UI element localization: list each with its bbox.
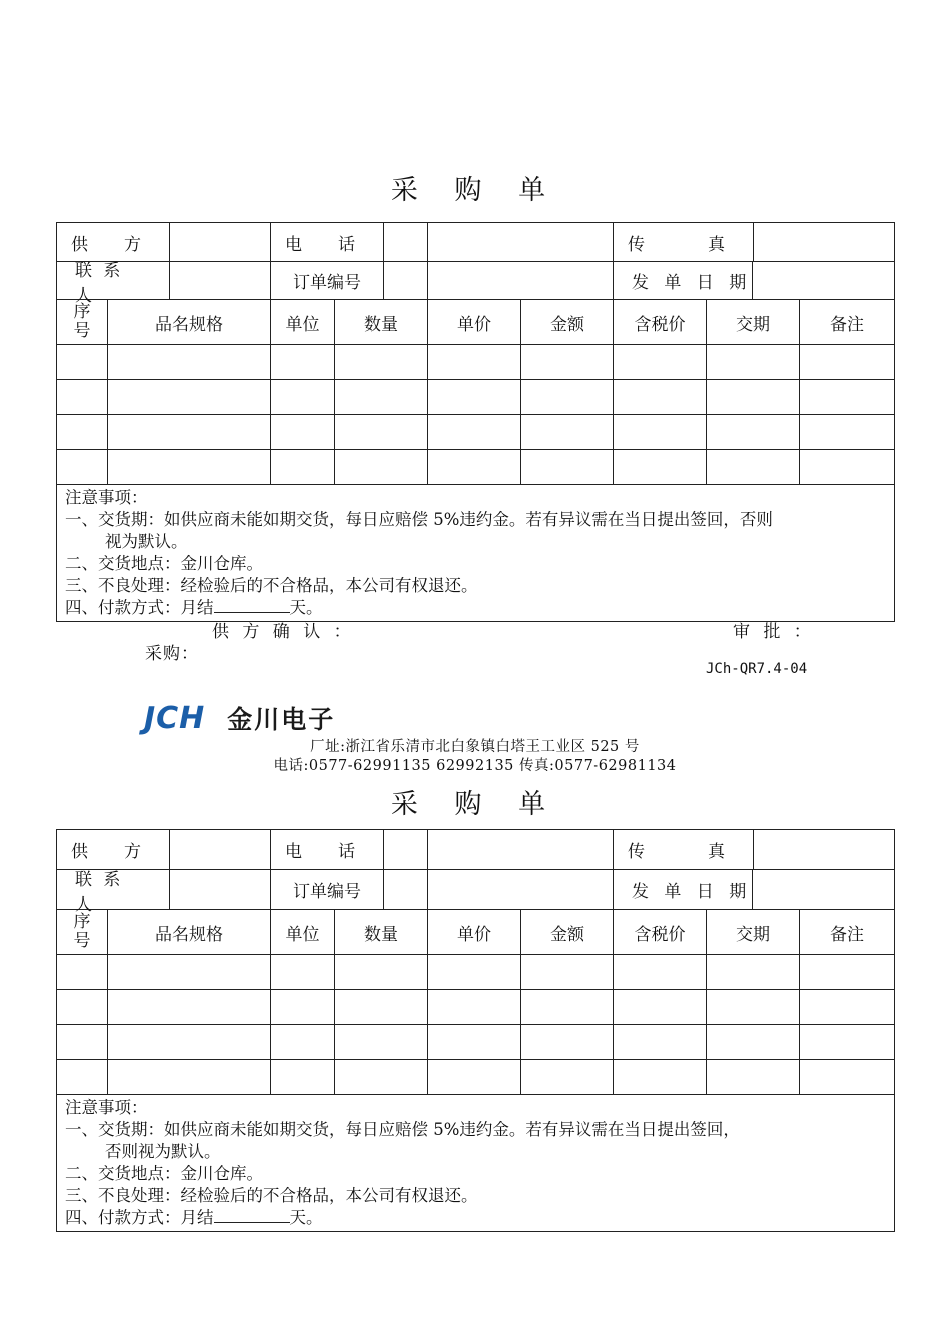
- table-row[interactable]: [57, 450, 895, 485]
- order-no-field-ext[interactable]: [428, 262, 614, 300]
- fax-field[interactable]: [754, 830, 894, 869]
- fax-label: 传 真: [628, 234, 725, 255]
- notes-line-4: 四、付款方式：月结 天。: [65, 598, 323, 617]
- table-row[interactable]: [57, 1025, 895, 1060]
- col-delivery: 交期: [707, 300, 800, 345]
- col-remark: 备注: [800, 300, 895, 345]
- supplier-confirm-label: 供 方 确 认 ：: [212, 622, 355, 642]
- col-quantity: 数量: [335, 300, 428, 345]
- col-name-spec: 品名规格: [108, 300, 271, 345]
- issue-date-label: 发 单 日 期: [614, 262, 753, 299]
- approve-label: 审 批 ：: [733, 622, 815, 642]
- purchaser-label: 采购：: [145, 644, 199, 664]
- purchase-order-table-2: [56, 829, 895, 1232]
- table-row[interactable]: [57, 415, 895, 450]
- contact-label: 联 系 人: [75, 260, 124, 306]
- notes-line-1: 一、交货期：如供应商未能如期交货，每日应赔偿 5%违约金。若有异议需在当日提出签回，否则: [65, 510, 773, 529]
- logo-company-name: 金川电子: [227, 705, 336, 734]
- phone-field[interactable]: [384, 830, 427, 869]
- contact-field[interactable]: [170, 870, 270, 909]
- col-tax-price: 含税价: [614, 910, 707, 955]
- col-unit-price: 单价: [428, 300, 521, 345]
- col-tax-price: 含税价: [614, 300, 707, 345]
- issue-date-label: 发 单 日 期: [614, 870, 753, 909]
- phone-field-ext[interactable]: [428, 223, 614, 262]
- notes-line-1: 一、交货期：如供应商未能如期交货，每日应赔偿 5%违约金。若有异议需在当日提出签回，: [65, 1120, 740, 1139]
- form-title-2: 采 购 单: [390, 789, 560, 820]
- company-logo: [144, 700, 335, 736]
- notes-section: [57, 485, 895, 622]
- purchase-order-table: [56, 222, 895, 622]
- col-delivery: 交期: [707, 910, 800, 955]
- col-name-spec: 品名规格: [108, 910, 271, 955]
- company-address: 厂址:浙江省乐清市北白象镇白塔王工业区 525 号: [310, 739, 640, 755]
- col-amount: 金额: [521, 300, 614, 345]
- col-quantity: 数量: [335, 910, 428, 955]
- column-header-row: [57, 300, 895, 345]
- notes-line-3: 三、不良处理：经检验后的不合格品，本公司有权退还。: [65, 1186, 478, 1205]
- notes-section: [57, 1095, 895, 1232]
- col-seq: 序 号: [57, 300, 108, 345]
- order-no-label: 订单编号: [271, 870, 384, 909]
- contact-field[interactable]: [170, 262, 270, 299]
- contact-label: 联 系 人: [75, 869, 124, 915]
- table-row[interactable]: [57, 990, 895, 1025]
- supplier-label: 供 方: [71, 234, 141, 255]
- phone-field-ext[interactable]: [428, 830, 614, 870]
- issue-date-field[interactable]: [753, 870, 894, 909]
- notes-heading: 注意事项：: [65, 1098, 148, 1117]
- col-remark: 备注: [800, 910, 895, 955]
- table-row[interactable]: [57, 1060, 895, 1095]
- document-code: JCh-QR7.4-04: [706, 661, 808, 677]
- phone-label: 电 话: [285, 234, 355, 255]
- col-unit: 单位: [271, 910, 335, 955]
- supplier-field[interactable]: [170, 830, 270, 869]
- order-no-field[interactable]: [384, 262, 427, 299]
- phone-field[interactable]: [384, 223, 427, 261]
- company-contact: 电话:0577-62991135 62992135 传真:0577-62981134: [273, 758, 677, 774]
- payment-days-blank[interactable]: [214, 598, 290, 613]
- notes-line-1b: 否则视为默认。: [105, 1142, 221, 1161]
- supplier-field[interactable]: [170, 223, 270, 261]
- col-unit: 单位: [271, 300, 335, 345]
- fax-label: 传 真: [628, 842, 725, 862]
- order-no-field-ext[interactable]: [428, 870, 614, 910]
- table-row[interactable]: [57, 380, 895, 415]
- notes-line-2: 二、交货地点：金川仓库。: [65, 1164, 263, 1183]
- notes-line-1b: 视为默认。: [105, 532, 188, 551]
- phone-label: 电 话: [285, 842, 355, 862]
- table-row[interactable]: [57, 345, 895, 380]
- column-header-row: [57, 910, 895, 955]
- col-unit-price: 单价: [428, 910, 521, 955]
- form-title: 采 购 单: [390, 175, 560, 206]
- logo-mark: JCH: [144, 700, 206, 736]
- order-no-label: 订单编号: [271, 262, 384, 299]
- col-amount: 金额: [521, 910, 614, 955]
- order-no-field[interactable]: [384, 870, 427, 909]
- notes-line-3: 三、不良处理：经检验后的不合格品，本公司有权退还。: [65, 576, 478, 595]
- notes-line-2: 二、交货地点：金川仓库。: [65, 554, 263, 573]
- table-row[interactable]: [57, 955, 895, 990]
- col-seq: 序 号: [57, 910, 108, 955]
- supplier-label: 供 方: [71, 842, 141, 862]
- fax-field[interactable]: [754, 223, 894, 261]
- issue-date-field[interactable]: [753, 262, 894, 299]
- payment-days-blank[interactable]: [214, 1208, 290, 1223]
- notes-heading: 注意事项：: [65, 488, 148, 507]
- notes-line-4: 四、付款方式：月结 天。: [65, 1208, 323, 1227]
